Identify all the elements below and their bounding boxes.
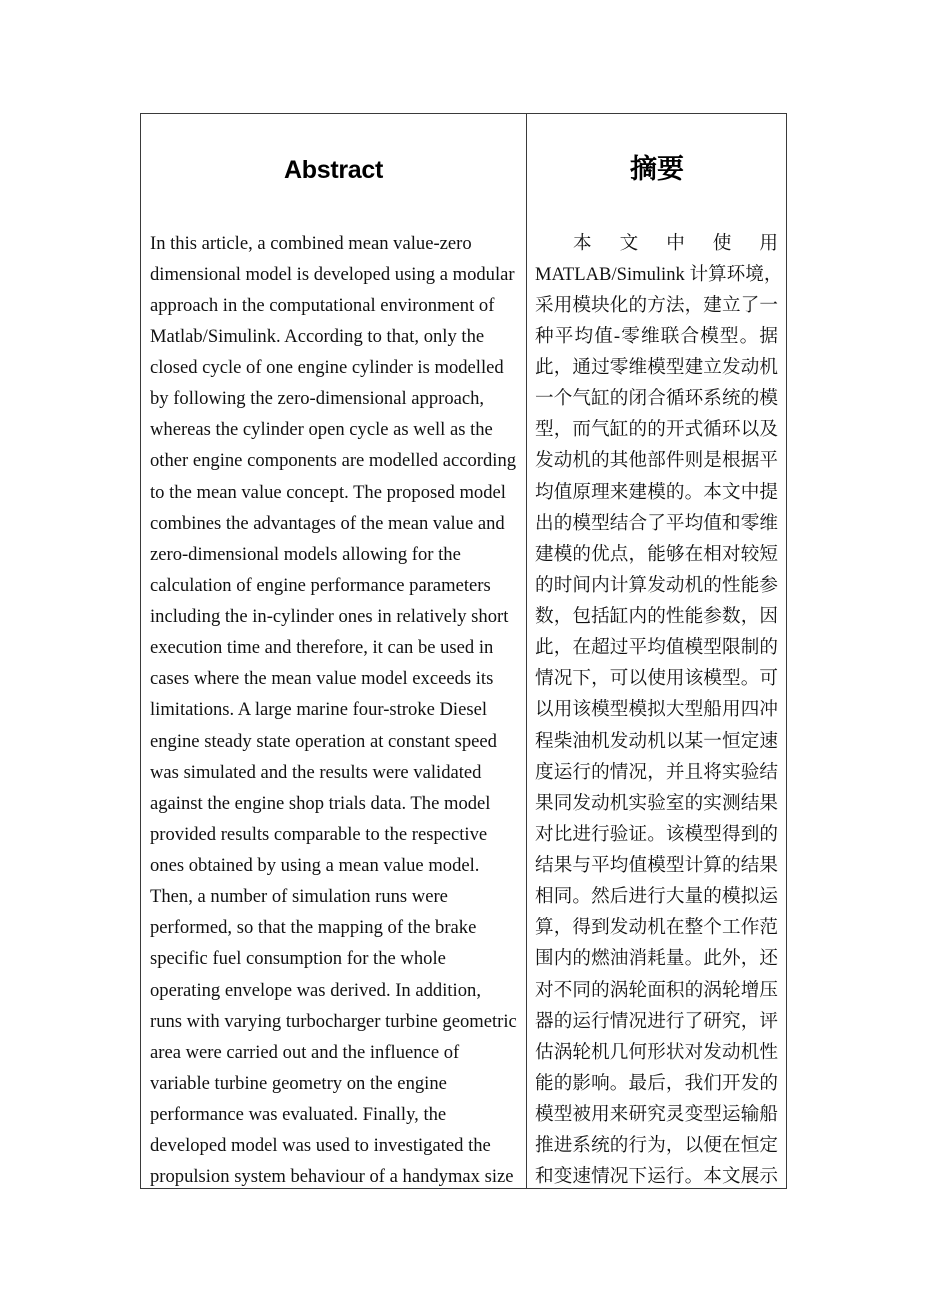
- abstract-text-line: closed cycle of one engine cylinder is modelled: [150, 357, 504, 378]
- abstract-text-line: dimensional model is developed using a modular: [150, 263, 515, 285]
- chinese-abstract-text-line: 果同发动机实验室的实测结果: [535, 792, 778, 814]
- chinese-abstract-text-line: MATLAB/Simulink 计算环境，: [535, 263, 783, 285]
- chinese-abstract-heading: 摘要: [630, 154, 684, 185]
- abstract-text-line: including the in-cylinder ones in relatively short: [150, 606, 509, 627]
- chinese-abstract-text-line: 对不同的涡轮面积的涡轮增压: [535, 979, 778, 1001]
- chinese-abstract-text-line: 数，包括缸内的性能参数，因: [535, 606, 778, 627]
- abstract-text-line: propulsion system behaviour of a handymax size: [150, 1166, 514, 1188]
- chinese-abstract-text-line: 以用该模型模拟大型船用四冲: [535, 699, 778, 721]
- abstract-text-line: execution time and therefore, it can be used in: [150, 637, 494, 659]
- abstract-text-line: developed model was used to investigated the: [150, 1135, 491, 1157]
- chinese-abstract-body: [535, 228, 783, 1193]
- abstract-heading: Abstract: [283, 156, 384, 184]
- chinese-abstract-text-line: 本文中使用: [573, 232, 778, 254]
- abstract-text-line: Matlab/Simulink. According to that, only the: [150, 325, 485, 347]
- chinese-abstract-text-line: 一个气缸的闭合循环系统的模: [535, 388, 778, 410]
- abstract-text-line: area were carried out and the influence of: [150, 1041, 460, 1063]
- abstract-text-line: variable turbine geometry on the engine: [150, 1072, 447, 1094]
- chinese-abstract-text-line: 估涡轮机几何形状对发动机性: [535, 1041, 778, 1063]
- abstract-text-line: Then, a number of simulation runs were: [150, 886, 448, 908]
- abstract-text-line: calculation of engine performance parameters: [150, 574, 491, 596]
- column-divider: [526, 113, 527, 1189]
- abstract-text-line: to the mean value concept. The proposed model: [150, 481, 506, 503]
- abstract-text-line: performance was evaluated. Finally, the: [150, 1104, 447, 1125]
- chinese-abstract-text-line: 的时间内计算发动机的性能参: [535, 574, 778, 596]
- chinese-abstract-text-line: 采用模块化的方法，建立了一: [535, 294, 778, 316]
- abstract-text-line: zero-dimensional models allowing for the: [150, 543, 461, 565]
- chinese-abstract-text-line: 结果与平均值模型计算的结果: [535, 855, 778, 876]
- chinese-abstract-text-line: 程柴油机发动机以某一恒定速: [535, 730, 778, 752]
- chinese-abstract-text-line: 此，通过零维模型建立发动机: [535, 357, 778, 378]
- chinese-abstract-text-line: 情况下，可以使用该模型。可: [535, 668, 778, 690]
- chinese-abstract-text-line: 和变速情况下运行。本文展示: [535, 1166, 778, 1188]
- chinese-abstract-text-line: 度运行的情况，并且将实验结: [535, 761, 778, 783]
- chinese-abstract-text-line: 发动机的其他部件则是根据平: [535, 450, 778, 472]
- english-abstract-body: [150, 228, 522, 1193]
- abstract-text-line: was simulated and the results were validated: [150, 761, 482, 783]
- abstract-text-line: approach in the computational environment of: [150, 294, 495, 316]
- abstract-text-line: combines the advantages of the mean value and: [150, 512, 505, 534]
- chinese-abstract-text-line: 此，在超过平均值模型限制的: [535, 637, 778, 659]
- abstract-text-line: In this article, a combined mean value-zero: [150, 232, 472, 254]
- chinese-abstract-text-line: 推进系统的行为，以便在恒定: [535, 1135, 778, 1157]
- abstract-text-line: provided results comparable to the respective: [150, 823, 488, 845]
- chinese-abstract-text-line: 型，而气缸的的开式循环以及: [535, 419, 778, 441]
- abstract-text-line: limitations. A large marine four-stroke Diesel: [150, 699, 487, 721]
- abstract-text-line: against the engine shop trials data. The model: [150, 792, 491, 814]
- abstract-text-line: performed, so that the mapping of the brake: [150, 917, 477, 939]
- abstract-text-line: cases where the mean value model exceeds its: [150, 668, 494, 690]
- abstract-text-line: whereas the cylinder open cycle as well as the: [150, 419, 493, 441]
- abstract-text-line: other engine components are modelled according: [150, 450, 517, 472]
- chinese-abstract-text-line: 种平均值-零维联合模型。据: [535, 325, 778, 347]
- chinese-abstract-text-line: 器的运行情况进行了研究，评: [535, 1010, 778, 1032]
- abstract-text-line: runs with varying turbocharger turbine geometric: [150, 1010, 517, 1032]
- chinese-abstract-text-line: 建模的优点，能够在相对较短: [535, 543, 778, 565]
- chinese-abstract-text-line: 围内的燃油消耗量。此外，还: [535, 948, 778, 970]
- abstract-text-line: ones obtained by using a mean value model.: [150, 855, 480, 876]
- chinese-abstract-text-line: 算，得到发动机在整个工作范: [535, 917, 778, 939]
- chinese-abstract-text-line: 相同。然后进行大量的模拟运: [535, 886, 778, 908]
- abstract-text-line: engine steady state operation at constant speed: [150, 730, 497, 752]
- chinese-abstract-text-line: 能的影响。最后，我们开发的: [535, 1072, 778, 1094]
- abstract-text-line: specific fuel consumption for the whole: [150, 948, 446, 970]
- chinese-abstract-text-line: 均值原理来建模的。本文中提: [535, 481, 778, 503]
- abstract-text-line: operating envelope was derived. In addition,: [150, 979, 481, 1001]
- chinese-abstract-text-line: 对比进行验证。该模型得到的: [535, 823, 778, 845]
- abstract-text-line: by following the zero-dimensional approach,: [150, 388, 485, 410]
- chinese-abstract-text-line: 模型被用来研究灵变型运输船: [535, 1104, 778, 1125]
- chinese-abstract-text-line: 出的模型结合了平均值和零维: [535, 512, 778, 534]
